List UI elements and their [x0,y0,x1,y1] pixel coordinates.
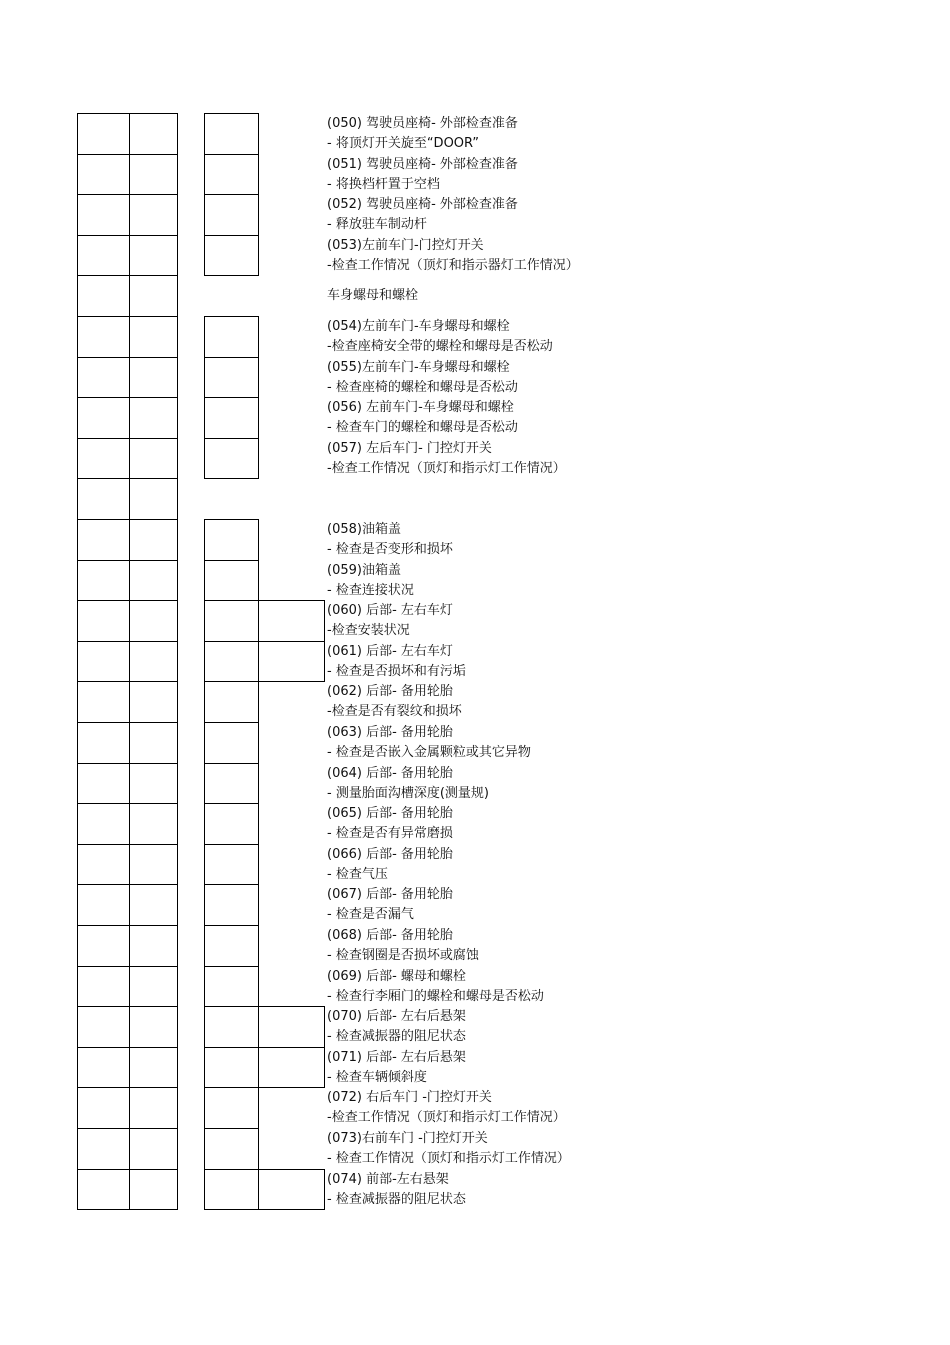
check-cell-col3[interactable] [204,316,259,358]
check-cell-col1[interactable] [77,681,130,723]
check-cell-col1[interactable] [77,235,130,276]
check-cell-col3[interactable] [204,600,259,642]
item-detail: -检查安装状况 [327,623,410,638]
item-title: (074) 前部-左右悬架 [327,1172,449,1187]
check-cell-col3[interactable] [204,641,259,682]
check-cell-col3[interactable] [204,722,259,764]
item-detail: - 检查工作情况（顶灯和指示灯工作情况） [327,1151,570,1166]
check-cell-col3[interactable] [204,397,259,439]
check-cell-col4[interactable] [258,1047,325,1088]
check-cell-col3[interactable] [204,1169,259,1210]
item-detail: - 检查是否变形和损坏 [327,542,453,557]
item-detail: - 检查钢圈是否损坏或腐蚀 [327,948,479,963]
item-title: (054)左前车门-车身螺母和螺栓 [327,319,510,334]
check-cell-col3[interactable] [204,560,259,601]
check-cell-col1[interactable] [77,357,130,398]
item-title: (053)左前车门-门控灯开关 [327,238,484,253]
check-cell-col3[interactable] [204,154,259,195]
item-title: (067) 后部- 备用轮胎 [327,887,453,902]
check-cell-col1[interactable] [77,113,130,155]
check-cell-col1[interactable] [77,275,130,317]
check-cell-col1[interactable] [77,763,130,804]
check-cell-col1[interactable] [77,803,130,845]
item-detail: - 检查减振器的阻尼状态 [327,1029,466,1044]
item-detail: - 将换档杆置于空档 [327,177,440,192]
check-cell-col2[interactable] [129,316,178,358]
item-title: (057) 左后车门- 门控灯开关 [327,441,492,456]
check-cell-col2[interactable] [129,357,178,398]
check-cell-col2[interactable] [129,722,178,764]
check-cell-col2[interactable] [129,600,178,642]
item-title: (072) 右后车门 -门控灯开关 [327,1090,492,1105]
check-cell-col3[interactable] [204,235,259,276]
item-title: (066) 后部- 备用轮胎 [327,847,453,862]
check-cell-col1[interactable] [77,925,130,967]
item-title: (058)油箱盖 [327,522,401,537]
item-title: (060) 后部- 左右车灯 [327,603,453,618]
check-cell-col3[interactable] [204,1087,259,1129]
item-detail: -检查是否有裂纹和损坏 [327,704,462,719]
check-cell-col1[interactable] [77,478,130,520]
item-title: (073)右前车门 -门控灯开关 [327,1131,488,1146]
item-detail: - 将顶灯开关旋至“DOOR” [327,136,479,151]
check-cell-col1[interactable] [77,560,130,601]
check-cell-col2[interactable] [129,478,178,520]
item-title: (051) 驾驶员座椅- 外部检查准备 [327,157,518,172]
check-cell-col1[interactable] [77,1169,130,1210]
check-cell-col1[interactable] [77,1006,130,1048]
check-cell-col1[interactable] [77,600,130,642]
item-detail: - 检查行李厢门的螺栓和螺母是否松动 [327,989,544,1004]
check-cell-col1[interactable] [77,966,130,1007]
check-cell-col2[interactable] [129,113,178,155]
item-detail: - 检查是否损坏和有污垢 [327,664,466,679]
check-cell-col4[interactable] [258,1169,325,1210]
check-cell-col1[interactable] [77,844,130,885]
check-cell-col2[interactable] [129,641,178,682]
check-cell-col1[interactable] [77,722,130,764]
item-title: (069) 后部- 螺母和螺栓 [327,969,466,984]
check-cell-col3[interactable] [204,113,259,155]
check-cell-col1[interactable] [77,1047,130,1088]
item-detail: -检查工作情况（顶灯和指示灯工作情况） [327,461,566,476]
item-detail: - 检查减振器的阻尼状态 [327,1192,466,1207]
check-cell-col3[interactable] [204,1006,259,1048]
check-cell-col2[interactable] [129,397,178,439]
check-cell-col3[interactable] [204,803,259,845]
check-cell-col1[interactable] [77,641,130,682]
check-cell-col3[interactable] [204,357,259,398]
check-cell-col3[interactable] [204,681,259,723]
check-cell-col2[interactable] [129,560,178,601]
check-cell-col2[interactable] [129,1169,178,1210]
check-cell-col2[interactable] [129,519,178,561]
check-cell-col4[interactable] [258,1006,325,1048]
check-cell-col1[interactable] [77,1087,130,1129]
check-cell-col3[interactable] [204,1047,259,1088]
check-cell-col3[interactable] [204,966,259,1007]
check-cell-col2[interactable] [129,884,178,926]
check-cell-col1[interactable] [77,194,130,236]
check-cell-col1[interactable] [77,397,130,439]
check-cell-col2[interactable] [129,194,178,236]
item-detail: -检查工作情况（顶灯和指示器灯工作情况） [327,258,579,273]
item-title: (059)油箱盖 [327,563,401,578]
check-cell-col3[interactable] [204,844,259,885]
item-detail: - 测量胎面沟槽深度(测量规) [327,786,489,801]
check-cell-col2[interactable] [129,966,178,1007]
check-cell-col2[interactable] [129,844,178,885]
item-detail: - 检查是否漏气 [327,907,414,922]
check-cell-col2[interactable] [129,763,178,804]
item-title: (065) 后部- 备用轮胎 [327,806,453,821]
check-cell-col3[interactable] [204,763,259,804]
item-title: (062) 后部- 备用轮胎 [327,684,453,699]
check-cell-col3[interactable] [204,194,259,236]
check-cell-col3[interactable] [204,519,259,561]
check-cell-col1[interactable] [77,1128,130,1170]
item-title: (056) 左前车门-车身螺母和螺栓 [327,400,514,415]
check-cell-col2[interactable] [129,275,178,317]
check-cell-col2[interactable] [129,1006,178,1048]
item-title: (071) 后部- 左右后悬架 [327,1050,466,1065]
item-detail: - 检查车门的螺栓和螺母是否松动 [327,420,518,435]
item-title: (064) 后部- 备用轮胎 [327,766,453,781]
item-title: (055)左前车门-车身螺母和螺栓 [327,360,510,375]
check-cell-col3[interactable] [204,925,259,967]
check-cell-col1[interactable] [77,884,130,926]
item-title: (070) 后部- 左右后悬架 [327,1009,466,1024]
section-header: 车身螺母和螺栓 [327,288,419,303]
item-detail: - 检查是否嵌入金属颗粒或其它异物 [327,745,531,760]
check-cell-col1[interactable] [77,519,130,561]
item-detail: - 释放驻车制动杆 [327,217,427,232]
item-detail: -检查工作情况（顶灯和指示灯工作情况） [327,1110,566,1125]
check-cell-col2[interactable] [129,438,178,479]
item-title: (063) 后部- 备用轮胎 [327,725,453,740]
item-title: (061) 后部- 左右车灯 [327,644,453,659]
check-cell-col2[interactable] [129,235,178,276]
item-detail: -检查座椅安全带的螺栓和螺母是否松动 [327,339,553,354]
check-cell-col2[interactable] [129,1128,178,1170]
check-cell-col2[interactable] [129,925,178,967]
check-cell-col1[interactable] [77,316,130,358]
item-title: (050) 驾驶员座椅- 外部检查准备 [327,116,518,131]
item-detail: - 检查车辆倾斜度 [327,1070,427,1085]
item-detail: - 检查是否有异常磨损 [327,826,453,841]
check-cell-col2[interactable] [129,681,178,723]
check-cell-col3[interactable] [204,884,259,926]
check-cell-col2[interactable] [129,1087,178,1129]
check-cell-col2[interactable] [129,1047,178,1088]
item-title: (068) 后部- 备用轮胎 [327,928,453,943]
check-cell-col1[interactable] [77,154,130,195]
check-cell-col4[interactable] [258,600,325,642]
check-cell-col3[interactable] [204,438,259,479]
check-cell-col2[interactable] [129,803,178,845]
item-detail: - 检查座椅的螺栓和螺母是否松动 [327,380,518,395]
check-cell-col4[interactable] [258,641,325,682]
check-cell-col1[interactable] [77,438,130,479]
check-cell-col2[interactable] [129,154,178,195]
item-detail: - 检查连接状况 [327,583,414,598]
item-title: (052) 驾驶员座椅- 外部检查准备 [327,197,518,212]
check-cell-col3[interactable] [204,1128,259,1170]
item-detail: - 检查气压 [327,867,388,882]
